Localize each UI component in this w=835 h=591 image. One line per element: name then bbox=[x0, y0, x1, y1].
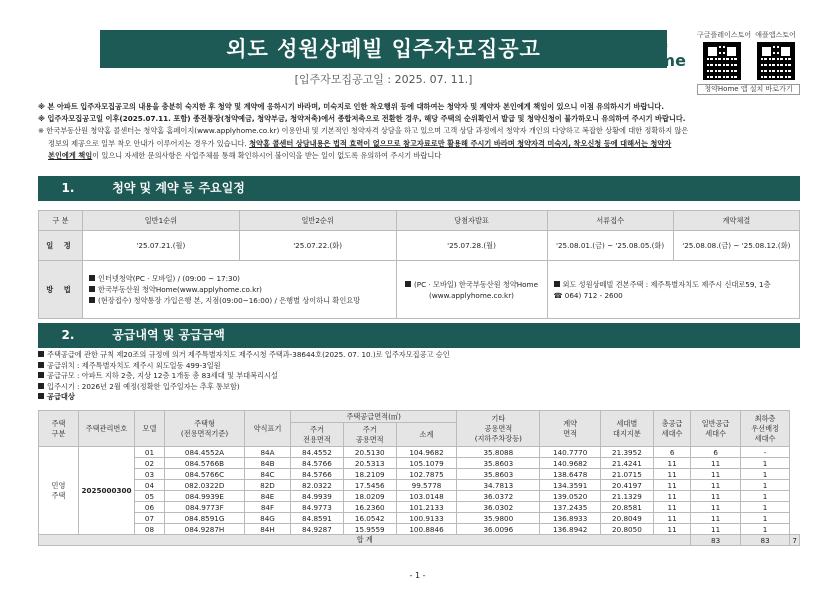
announcement-date: [입주자모집공고일 : 2025. 07. 11.] bbox=[294, 73, 473, 86]
notice-item bbox=[38, 150, 800, 162]
table-cell: 084.5766C bbox=[165, 469, 245, 480]
table-cell: 02 bbox=[135, 458, 165, 469]
table-cell: 84.9773 bbox=[291, 502, 344, 513]
table-cell: 35.9800 bbox=[457, 513, 540, 524]
method-line bbox=[89, 273, 396, 284]
applyhome-logo[interactable] bbox=[633, 30, 687, 82]
table-cell: 20.8050 bbox=[601, 524, 654, 535]
total-label: 합 계 bbox=[39, 535, 691, 546]
section-label: 청약 및 계약 등 주요일정 bbox=[112, 181, 245, 195]
table-row bbox=[39, 261, 800, 319]
bullet-icon bbox=[38, 383, 44, 389]
table-cell: 1 bbox=[740, 458, 789, 469]
table-cell: 100.8846 bbox=[396, 524, 457, 535]
table-cell: 84.9939 bbox=[291, 491, 344, 502]
notice-list bbox=[38, 101, 800, 162]
table-cell: 34.7813 bbox=[457, 480, 540, 491]
supply-info-text: 주택공급에 관한 규칙 제20조의 규정에 의거 제주특별자치도 제주시청 주택과-38644호(2025. 07. 10.)로 입주자모집공고 승인 bbox=[47, 350, 450, 359]
supply-info-text: 공급위치 : 제주특별자치도 제주시 외도일동 499-3일원 bbox=[47, 360, 221, 370]
table-cell: 84B bbox=[245, 458, 291, 469]
section-schedule-header bbox=[38, 176, 800, 201]
page-number: - 1 - bbox=[409, 571, 426, 580]
supply-info-list bbox=[38, 350, 800, 403]
table-row bbox=[39, 231, 800, 261]
table-cell: 084.9939E bbox=[165, 491, 245, 502]
table-header: 주거 전용면적 bbox=[291, 423, 344, 447]
table-cell: 84.5766 bbox=[291, 469, 344, 480]
table-cell: 99.5778 bbox=[396, 480, 457, 491]
table-header-row bbox=[39, 411, 800, 423]
table-cell: 04 bbox=[135, 480, 165, 491]
table-cell: 21.0715 bbox=[601, 469, 654, 480]
table-cell: 82.0322 bbox=[291, 480, 344, 491]
table-header: 일반1순위 bbox=[83, 211, 240, 231]
method-text: 외도 성원상떼빌 견본주택 : 제주특별자치도 제주시 신대로59, 1층 bbox=[562, 279, 771, 289]
table-cell: 11 bbox=[653, 469, 691, 480]
notice-emphasis: 청약홈 콜센터 상담내용은 법적 효력이 없으므로 참고자료로만 활용해 주시기 바라며 청약자격 미숙지, 착오신청 등에 대해서는 청약자 bbox=[249, 138, 672, 148]
table-cell: 1 bbox=[740, 513, 789, 524]
schedule-table bbox=[38, 210, 800, 319]
table-header: 최하층 우선배정 세대수 bbox=[740, 411, 789, 447]
bullet-icon bbox=[554, 281, 560, 287]
table-row bbox=[39, 447, 800, 458]
table-cell: '25.08.08.(금) ~ '25.08.12.(화) bbox=[673, 231, 799, 261]
bullet-icon bbox=[38, 393, 44, 399]
bullet-icon bbox=[89, 297, 95, 303]
table-cell: 11 bbox=[653, 513, 691, 524]
bullet-icon bbox=[38, 362, 44, 368]
table-row bbox=[39, 480, 800, 491]
table-cell: 17.5456 bbox=[343, 480, 396, 491]
table-header: 일반공급 세대수 bbox=[691, 411, 740, 447]
table-cell: 18.2109 bbox=[343, 469, 396, 480]
table-cell: 36.0096 bbox=[457, 524, 540, 535]
method-line bbox=[89, 284, 396, 295]
method-documents bbox=[547, 261, 799, 319]
qr-code-icon bbox=[757, 42, 795, 80]
table-cell: 11 bbox=[691, 502, 740, 513]
table-cell: 136.8933 bbox=[540, 513, 601, 524]
table-cell: 11 bbox=[653, 524, 691, 535]
bullet-icon bbox=[89, 286, 95, 292]
bullet-icon bbox=[38, 351, 44, 357]
table-cell: 16.0542 bbox=[343, 513, 396, 524]
table-cell: 84.4552 bbox=[291, 447, 344, 458]
table-cell: 082.0322D bbox=[165, 480, 245, 491]
table-header: 세대별 대지지분 bbox=[601, 411, 654, 447]
method-line bbox=[397, 279, 547, 290]
table-header: 계약 면적 bbox=[540, 411, 601, 447]
row-label: 방 법 bbox=[39, 261, 83, 319]
table-cell: 20.4197 bbox=[601, 480, 654, 491]
table-header-row bbox=[39, 211, 800, 231]
table-cell: 11 bbox=[691, 480, 740, 491]
table-header: 구 분 bbox=[39, 211, 83, 231]
table-cell: 140.7770 bbox=[540, 447, 601, 458]
table-cell: 21.1329 bbox=[601, 491, 654, 502]
table-header: 모델 bbox=[135, 411, 165, 447]
table-cell: 35.8088 bbox=[457, 447, 540, 458]
table-cell: 136.8942 bbox=[540, 524, 601, 535]
table-cell: 20.5130 bbox=[343, 447, 396, 458]
table-cell: 102.7875 bbox=[396, 469, 457, 480]
section-number: 2. bbox=[61, 328, 75, 342]
method-online bbox=[83, 261, 397, 319]
phone-icon: ☎ bbox=[553, 290, 565, 300]
method-line: (www.applyhome.co.kr) bbox=[429, 290, 514, 300]
table-cell: 84E bbox=[245, 491, 291, 502]
table-cell: 82D bbox=[245, 480, 291, 491]
table-row bbox=[39, 469, 800, 480]
house-type-cell: 민영 주택 bbox=[39, 447, 79, 535]
table-cell: 11 bbox=[691, 469, 740, 480]
table-cell: 84.8591 bbox=[291, 513, 344, 524]
table-header: 주택관리번호 bbox=[79, 411, 135, 447]
bullet-icon bbox=[405, 281, 411, 287]
table-row bbox=[39, 513, 800, 524]
mgmt-no-cell: 2025000300 bbox=[79, 447, 135, 535]
table-header: 주택공급면적(㎡) bbox=[291, 411, 457, 423]
table-cell: 1 bbox=[740, 491, 789, 502]
table-row bbox=[39, 524, 800, 535]
method-line bbox=[554, 290, 799, 301]
notice-emphasis: 본인에게 책임 bbox=[48, 150, 93, 160]
table-cell: 137.2435 bbox=[540, 502, 601, 513]
table-header: 주거 공용면적 bbox=[343, 423, 396, 447]
table-cell: 84F bbox=[245, 502, 291, 513]
table-cell: 084.9287H bbox=[165, 524, 245, 535]
supply-info-item bbox=[38, 350, 800, 361]
table-header: 주택형 (전용면적기준) bbox=[165, 411, 245, 447]
table-cell: 07 bbox=[135, 513, 165, 524]
table-cell: 134.3591 bbox=[540, 480, 601, 491]
table-cell: 11 bbox=[653, 458, 691, 469]
method-text: 인터넷청약(PC · 모바일) / (09:00 ~ 17:30) bbox=[98, 274, 240, 283]
section-label: 공급내역 및 공급금액 bbox=[112, 328, 225, 342]
qr-apple-label: 애플앱스토어 bbox=[755, 31, 796, 39]
bullet-icon bbox=[38, 372, 44, 378]
table-cell: 11 bbox=[653, 480, 691, 491]
supply-info-text: 공급대상 bbox=[47, 392, 75, 401]
bullet-icon bbox=[89, 275, 95, 281]
table-cell: 6 bbox=[691, 447, 740, 458]
table-cell: 20.8049 bbox=[601, 513, 654, 524]
table-cell: 11 bbox=[691, 491, 740, 502]
notice-item: ※ 한국부동산원 청약홈 콜센터는 청약홈 홈페이지(www.applyhome.co.kr) 이용안내 및 기본적인 청약자격 상담을 하고 있으며 고객 상담 과정에서 청약자 개인의 다양하고 복잡한 상황에 대한 정확하지 않은 bbox=[38, 126, 689, 136]
table-cell: 139.0520 bbox=[540, 491, 601, 502]
table-cell: 11 bbox=[653, 502, 691, 513]
row-label: 일 정 bbox=[39, 231, 83, 261]
total-cell: 83 bbox=[740, 535, 789, 546]
table-cell: 01 bbox=[135, 447, 165, 458]
table-cell: 11 bbox=[691, 458, 740, 469]
method-text: (PC · 모바일) 한국부동산원 청약Home bbox=[414, 279, 538, 289]
table-total-row bbox=[39, 535, 800, 546]
table-cell: 21.3952 bbox=[601, 447, 654, 458]
table-cell: 084.9773F bbox=[165, 502, 245, 513]
table-cell: '25.07.22.(화) bbox=[239, 231, 396, 261]
table-cell: 11 bbox=[691, 513, 740, 524]
table-cell: 140.9682 bbox=[540, 458, 601, 469]
supply-info-text: 입주시기 : 2026년 2월 예정(정확한 입주일자는 추후 통보함) bbox=[47, 381, 240, 391]
notice-item bbox=[38, 138, 800, 150]
table-row bbox=[39, 502, 800, 513]
table-cell: 1 bbox=[740, 469, 789, 480]
method-text: 한국부동산원 청약Home(www.applyhome.co.kr) bbox=[98, 285, 262, 294]
logo-big-text: Home bbox=[634, 51, 686, 70]
table-cell: 36.0372 bbox=[457, 491, 540, 502]
notice-text: 정보의 제공으로 일부 착오 안내가 이루어지는 경우가 있습니다. bbox=[48, 138, 247, 148]
table-cell: 15.9559 bbox=[343, 524, 396, 535]
section-number: 1. bbox=[61, 181, 75, 195]
table-cell: 11 bbox=[653, 491, 691, 502]
table-header: 기타 공용면적 (지하주차장등) bbox=[457, 411, 540, 447]
table-cell: 84H bbox=[245, 524, 291, 535]
table-cell: '25.07.21.(월) bbox=[83, 231, 240, 261]
table-cell: 6 bbox=[653, 447, 691, 458]
method-text: (현장접수) 청약통장 가입은행 본, 지점(09:00~16:00) / 은행별 상이하니 확인요망 bbox=[98, 296, 361, 305]
table-header: 소계 bbox=[396, 423, 457, 447]
logo-small-text: 청약 bbox=[652, 43, 668, 52]
table-cell: 20.8581 bbox=[601, 502, 654, 513]
table-header: 약식표기 bbox=[245, 411, 291, 447]
table-cell: 36.0302 bbox=[457, 502, 540, 513]
table-cell: 84.9287 bbox=[291, 524, 344, 535]
table-cell: 35.8603 bbox=[457, 469, 540, 480]
notice-item: ※ 입주자모집공고일 이후(2025.07.11. 포함) 종전통장(청약예금, 청약부금, 청약저축)에서 종합저축으로 전환한 경우, 해당 주택의 순위확인서 발급 및 청약신청이 불가하오니 유의하여 주시기 바랍니다. bbox=[38, 114, 686, 124]
table-cell: 084.5766B bbox=[165, 458, 245, 469]
table-cell: '25.08.01.(금) ~ '25.08.05.(화) bbox=[547, 231, 673, 261]
supply-info-item bbox=[38, 392, 800, 403]
app-store-qr[interactable] bbox=[751, 30, 800, 80]
table-cell: 84C bbox=[245, 469, 291, 480]
table-header: 당첨자발표 bbox=[396, 211, 547, 231]
qr-google-label: 구글플레이스토어 bbox=[697, 31, 752, 39]
table-cell: 16.2360 bbox=[343, 502, 396, 513]
table-cell: 084.8591G bbox=[165, 513, 245, 524]
supply-info-item bbox=[38, 382, 800, 393]
method-announcement bbox=[396, 261, 547, 319]
total-cell: 7 bbox=[790, 535, 800, 546]
table-cell: 084.4552A bbox=[165, 447, 245, 458]
method-line bbox=[554, 279, 799, 290]
supply-info-item bbox=[38, 361, 800, 372]
page-title: 외도 성원상떼빌 입주자모집공고 bbox=[100, 30, 667, 68]
table-cell: 1 bbox=[740, 480, 789, 491]
table-cell: '25.07.28.(월) bbox=[396, 231, 547, 261]
table-cell: 06 bbox=[135, 502, 165, 513]
table-cell: 1 bbox=[740, 524, 789, 535]
table-cell: 100.9133 bbox=[396, 513, 457, 524]
supply-info-item bbox=[38, 371, 800, 382]
table-cell: 138.6478 bbox=[540, 469, 601, 480]
table-cell: 20.5313 bbox=[343, 458, 396, 469]
table-cell: 03 bbox=[135, 469, 165, 480]
table-cell: 18.0209 bbox=[343, 491, 396, 502]
app-install-link[interactable]: 청약Home 앱 설치 바로가기 bbox=[697, 84, 800, 95]
supply-info-text: 공급규모 : 아파트 지하 2층, 지상 12층 1개동 총 83세대 및 부대복리시설 bbox=[47, 371, 278, 380]
method-line bbox=[89, 295, 396, 306]
table-header: 주택 구분 bbox=[39, 411, 79, 447]
notice-item: ※ 본 아파트 입주자모집공고의 내용을 충분히 숙지한 후 청약 및 계약에 응하시기 바라며, 미숙지로 인한 착오행위 등에 대하여는 청약자 및 계약자 본인에게 책임이 있으니 이점 유의하시기 바랍니다. bbox=[38, 102, 665, 111]
table-row bbox=[39, 491, 800, 502]
total-cell: 83 bbox=[691, 535, 740, 546]
table-header: 서류접수 bbox=[547, 211, 673, 231]
table-cell: 105.1079 bbox=[396, 458, 457, 469]
table-row bbox=[39, 458, 800, 469]
table-cell: 104.9682 bbox=[396, 447, 457, 458]
table-header: 총공급 세대수 bbox=[653, 411, 691, 447]
google-play-qr[interactable] bbox=[697, 30, 752, 80]
table-cell: 101.2133 bbox=[396, 502, 457, 513]
notice-text: 이 있으니 자세한 문의사항은 사업주체를 통해 확인하시어 불이익을 받는 일이 없도록 유의하여 주시기 바랍니다 bbox=[92, 150, 442, 160]
table-cell: 21.4241 bbox=[601, 458, 654, 469]
table-header: 일반2순위 bbox=[239, 211, 396, 231]
qr-code-icon bbox=[703, 42, 741, 80]
table-cell: 35.8603 bbox=[457, 458, 540, 469]
table-cell: 84A bbox=[245, 447, 291, 458]
supply-table bbox=[38, 410, 800, 546]
table-cell: 84.5766 bbox=[291, 458, 344, 469]
table-cell: 103.0148 bbox=[396, 491, 457, 502]
table-header: 계약체결 bbox=[673, 211, 799, 231]
table-cell: 08 bbox=[135, 524, 165, 535]
section-supply-header bbox=[38, 323, 800, 348]
table-cell: 1 bbox=[740, 502, 789, 513]
table-cell: 05 bbox=[135, 491, 165, 502]
table-cell: 84G bbox=[245, 513, 291, 524]
table-cell: 11 bbox=[691, 524, 740, 535]
table-cell: - bbox=[740, 447, 789, 458]
method-text: 064) 712 - 2600 bbox=[564, 290, 623, 300]
